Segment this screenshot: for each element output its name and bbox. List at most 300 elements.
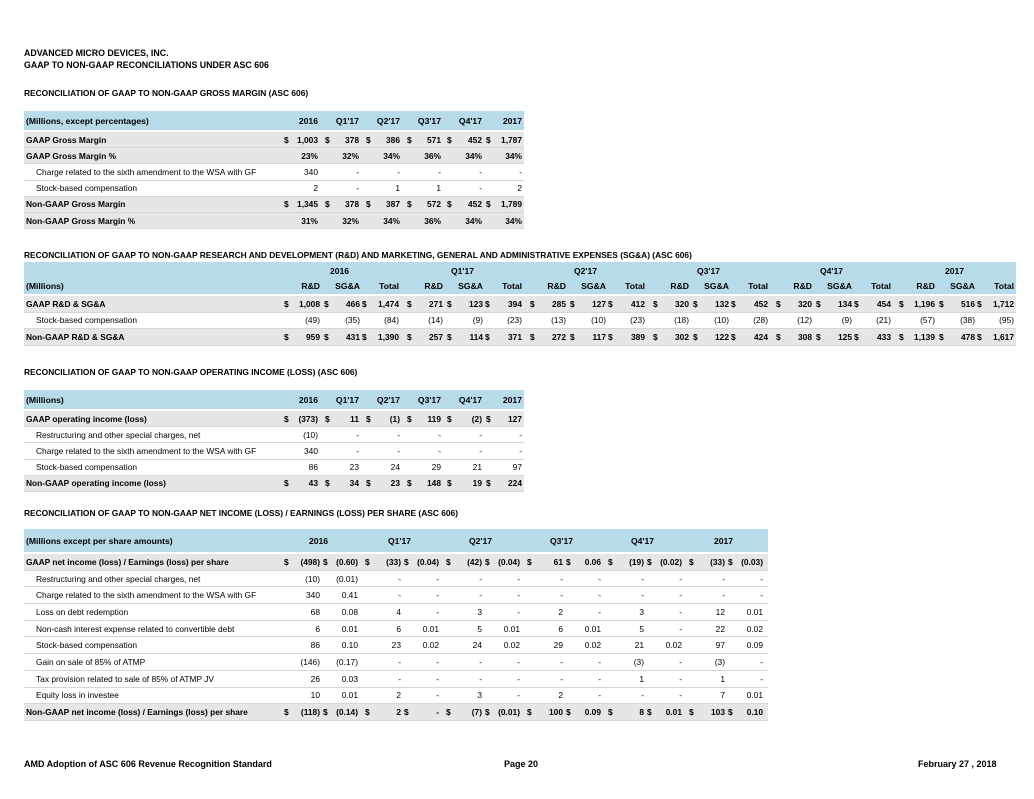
row-label: Non-GAAP net income (loss) / Earnings (loss) per share bbox=[26, 707, 248, 718]
row-label: Charge related to the sixth amendment to the WSA with GF bbox=[36, 167, 257, 177]
column-header: Q3'17 bbox=[417, 394, 441, 405]
cell-value: 431 bbox=[346, 331, 360, 342]
cell-value: 7 bbox=[720, 690, 725, 701]
currency-symbol: $ bbox=[899, 298, 904, 309]
column-header: 2016 bbox=[298, 115, 318, 126]
cell-value: 1,390 bbox=[378, 331, 399, 342]
currency-symbol: $ bbox=[323, 556, 328, 567]
cell-value: 3 bbox=[477, 606, 482, 617]
cell-value: 2 bbox=[517, 183, 522, 194]
cell-value: 34% bbox=[383, 215, 400, 226]
cell-value: - bbox=[641, 690, 644, 701]
cell-value: 452 bbox=[754, 298, 768, 309]
column-subheader: SG&A bbox=[950, 281, 975, 291]
cell-value: - bbox=[598, 690, 601, 701]
cell-value: 0.08 bbox=[341, 606, 358, 617]
currency-symbol: $ bbox=[899, 331, 904, 342]
cell-value: 2 bbox=[558, 690, 563, 701]
currency-symbol: $ bbox=[325, 199, 330, 210]
cell-value: 1,196 bbox=[914, 298, 935, 309]
column-group-header: 2016 bbox=[308, 535, 329, 546]
cell-value: 61 bbox=[553, 556, 563, 567]
column-subheader: SG&A bbox=[458, 281, 483, 291]
cell-value: - bbox=[760, 673, 763, 684]
column-group-header: Q2'17 bbox=[573, 266, 598, 276]
cell-value: 1 bbox=[639, 673, 644, 684]
cell-value: 0.01 bbox=[665, 707, 682, 718]
currency-symbol: $ bbox=[486, 478, 491, 489]
cell-value: - bbox=[397, 429, 400, 440]
cell-value: 6 bbox=[558, 623, 563, 634]
currency-symbol: $ bbox=[447, 199, 452, 210]
column-subheader: Total bbox=[994, 281, 1014, 291]
cell-value: - bbox=[356, 429, 359, 440]
cell-value: 97 bbox=[715, 640, 725, 651]
row-label: Non-GAAP Gross Margin % bbox=[26, 215, 136, 226]
cell-value: (28) bbox=[753, 315, 768, 326]
currency-symbol: $ bbox=[939, 298, 944, 309]
cell-value: 127 bbox=[592, 298, 606, 309]
cell-value: - bbox=[436, 673, 439, 684]
cell-value: (12) bbox=[797, 315, 812, 326]
cell-value: 8 bbox=[639, 707, 644, 718]
cell-value: - bbox=[397, 167, 400, 177]
cell-value: (373) bbox=[298, 413, 318, 424]
cell-value: - bbox=[560, 657, 563, 668]
cell-value: - bbox=[436, 573, 439, 584]
cell-value: 466 bbox=[346, 298, 360, 309]
cell-value: - bbox=[436, 707, 439, 718]
cell-value: 1,139 bbox=[914, 331, 935, 342]
cell-value: - bbox=[519, 429, 522, 440]
cell-value: - bbox=[438, 446, 441, 456]
cell-value: (3) bbox=[714, 657, 725, 668]
currency-symbol: $ bbox=[527, 556, 532, 567]
cell-value: 6 bbox=[396, 623, 401, 634]
cell-value: 134 bbox=[838, 298, 852, 309]
footer-date: February 27 , 2018 bbox=[918, 759, 997, 769]
cell-value: (49) bbox=[305, 315, 320, 326]
cell-value: 26 bbox=[310, 673, 320, 684]
currency-symbol: $ bbox=[731, 331, 736, 342]
currency-symbol: $ bbox=[608, 331, 613, 342]
cell-value: - bbox=[722, 573, 725, 584]
currency-symbol: $ bbox=[570, 331, 575, 342]
cell-value: 320 bbox=[675, 298, 689, 309]
cell-value: 454 bbox=[877, 298, 891, 309]
cell-value: 320 bbox=[798, 298, 812, 309]
cell-value: 97 bbox=[512, 462, 522, 473]
currency-symbol: $ bbox=[647, 556, 652, 567]
row-label: Restructuring and other special charges, net bbox=[36, 573, 201, 584]
table-label-header: (Millions) bbox=[26, 394, 64, 405]
cell-value: - bbox=[641, 573, 644, 584]
currency-symbol: $ bbox=[284, 199, 289, 210]
column-group-header: Q4'17 bbox=[630, 535, 655, 546]
cell-value: 0.41 bbox=[341, 590, 358, 601]
currency-symbol: $ bbox=[366, 478, 371, 489]
currency-symbol: $ bbox=[608, 298, 613, 309]
cell-value: - bbox=[436, 690, 439, 701]
cell-value: 34% bbox=[465, 215, 482, 226]
row-label: Gain on sale of 85% of ATMP bbox=[36, 657, 146, 668]
cell-value: - bbox=[438, 429, 441, 440]
column-subheader: SG&A bbox=[335, 281, 360, 291]
column-subheader: Total bbox=[625, 281, 645, 291]
cell-value: (33) bbox=[710, 556, 725, 567]
currency-symbol: $ bbox=[566, 707, 571, 718]
cell-value: 19 bbox=[472, 478, 482, 489]
currency-symbol: $ bbox=[728, 556, 733, 567]
currency-symbol: $ bbox=[407, 134, 412, 145]
column-group-header: Q4'17 bbox=[819, 266, 844, 276]
cell-value: 123 bbox=[469, 298, 483, 309]
cell-value: - bbox=[641, 590, 644, 601]
currency-symbol: $ bbox=[608, 707, 613, 718]
cell-value: (0.04) bbox=[498, 556, 520, 567]
currency-symbol: $ bbox=[325, 478, 330, 489]
cell-value: - bbox=[598, 573, 601, 584]
currency-symbol: $ bbox=[854, 331, 859, 342]
cell-value: - bbox=[517, 673, 520, 684]
cell-value: - bbox=[479, 167, 482, 177]
row-label: Stock-based compensation bbox=[36, 183, 138, 194]
currency-symbol: $ bbox=[365, 707, 370, 718]
row-label: Charge related to the sixth amendment to the WSA with GF bbox=[36, 446, 257, 456]
cell-value: 1 bbox=[720, 673, 725, 684]
cell-value: (14) bbox=[428, 315, 443, 326]
cell-value: 23 bbox=[390, 478, 400, 489]
cell-value: - bbox=[560, 673, 563, 684]
cell-value: (1) bbox=[389, 413, 400, 424]
rd-sga-title: RECONCILIATION OF GAAP TO NON-GAAP RESEARCH AND DEVELOPMENT (R&D) AND MARKETING, GENERAL AND ADMINISTRATIVE EXPENSES (SG&A) (ASC 606) bbox=[24, 250, 692, 260]
currency-symbol: $ bbox=[407, 199, 412, 210]
currency-symbol: $ bbox=[447, 413, 452, 424]
currency-symbol: $ bbox=[689, 556, 694, 567]
cell-value: 29 bbox=[431, 462, 441, 473]
cell-value: - bbox=[436, 657, 439, 668]
cell-value: 1,003 bbox=[297, 134, 318, 145]
currency-symbol: $ bbox=[407, 413, 412, 424]
cell-value: 224 bbox=[508, 478, 522, 489]
currency-symbol: $ bbox=[731, 298, 736, 309]
currency-symbol: $ bbox=[446, 556, 451, 567]
cell-value: 36% bbox=[424, 215, 441, 226]
row-label: Charge related to the sixth amendment to the WSA with GF bbox=[36, 590, 257, 601]
cell-value: - bbox=[397, 446, 400, 456]
cell-value: 0.02 bbox=[584, 640, 601, 651]
column-subheader: R&D bbox=[424, 281, 443, 291]
currency-symbol: $ bbox=[284, 707, 289, 718]
currency-symbol: $ bbox=[776, 331, 781, 342]
column-group-header: 2017 bbox=[944, 266, 965, 276]
cell-value: 11 bbox=[350, 413, 359, 424]
cell-value: (18) bbox=[674, 315, 689, 326]
document-subtitle: GAAP TO NON-GAAP RECONCILIATIONS UNDER ASC 606 bbox=[24, 60, 269, 70]
row-label: Non-GAAP Gross Margin bbox=[26, 199, 126, 210]
cell-value: 0.02 bbox=[665, 640, 682, 651]
cell-value: (95) bbox=[999, 315, 1014, 326]
cell-value: - bbox=[560, 590, 563, 601]
cell-value: - bbox=[479, 673, 482, 684]
cell-value: (23) bbox=[507, 315, 522, 326]
currency-symbol: $ bbox=[324, 331, 329, 342]
cell-value: 10 bbox=[310, 690, 320, 701]
currency-symbol: $ bbox=[404, 707, 409, 718]
cell-value: 43 bbox=[308, 478, 318, 489]
cell-value: (0.04) bbox=[417, 556, 439, 567]
currency-symbol: $ bbox=[284, 331, 289, 342]
cell-value: 371 bbox=[508, 331, 522, 342]
cell-value: - bbox=[398, 590, 401, 601]
cell-value: 132 bbox=[715, 298, 729, 309]
column-header: Q1'17 bbox=[335, 115, 359, 126]
currency-symbol: $ bbox=[653, 298, 658, 309]
cell-value: - bbox=[479, 429, 482, 440]
currency-symbol: $ bbox=[486, 413, 491, 424]
row-label: GAAP operating income (loss) bbox=[26, 413, 147, 424]
column-header: Q1'17 bbox=[335, 394, 359, 405]
cell-value: 0.01 bbox=[341, 690, 358, 701]
cell-value: 103 bbox=[711, 707, 725, 718]
column-subheader: R&D bbox=[301, 281, 320, 291]
company-name: ADVANCED MICRO DEVICES, INC. bbox=[24, 48, 169, 58]
currency-symbol: $ bbox=[447, 298, 452, 309]
cell-value: 34 bbox=[349, 478, 359, 489]
currency-symbol: $ bbox=[647, 707, 652, 718]
cell-value: (38) bbox=[960, 315, 975, 326]
cell-value: - bbox=[679, 623, 682, 634]
column-group-header: 2017 bbox=[713, 535, 734, 546]
cell-value: - bbox=[560, 573, 563, 584]
cell-value: - bbox=[356, 446, 359, 456]
currency-symbol: $ bbox=[608, 556, 613, 567]
currency-symbol: $ bbox=[527, 707, 532, 718]
column-subheader: Total bbox=[871, 281, 891, 291]
column-subheader: SG&A bbox=[581, 281, 606, 291]
currency-symbol: $ bbox=[486, 134, 491, 145]
cell-value: 32% bbox=[342, 150, 359, 161]
column-group-header: Q1'17 bbox=[450, 266, 475, 276]
column-group-header: Q2'17 bbox=[468, 535, 493, 546]
row-label: Loss on debt redemption bbox=[36, 606, 129, 617]
currency-symbol: $ bbox=[366, 413, 371, 424]
column-subheader: R&D bbox=[793, 281, 812, 291]
currency-symbol: $ bbox=[284, 556, 289, 567]
cell-value: (0.60) bbox=[336, 556, 358, 567]
column-header: Q2'17 bbox=[376, 115, 400, 126]
cell-value: 378 bbox=[345, 199, 359, 210]
cell-value: 29 bbox=[553, 640, 563, 651]
cell-value: - bbox=[356, 183, 359, 194]
cell-value: 36% bbox=[424, 150, 441, 161]
cell-value: 389 bbox=[631, 331, 645, 342]
cell-value: - bbox=[479, 573, 482, 584]
currency-symbol: $ bbox=[570, 298, 575, 309]
cell-value: 1,712 bbox=[993, 298, 1014, 309]
cell-value: - bbox=[722, 590, 725, 601]
cell-value: 340 bbox=[304, 167, 318, 177]
cell-value: (33) bbox=[386, 556, 401, 567]
currency-symbol: $ bbox=[362, 331, 367, 342]
cell-value: - bbox=[436, 590, 439, 601]
currency-symbol: $ bbox=[816, 298, 821, 309]
currency-symbol: $ bbox=[530, 331, 535, 342]
currency-symbol: $ bbox=[693, 298, 698, 309]
currency-symbol: $ bbox=[323, 707, 328, 718]
cell-value: 23% bbox=[301, 150, 318, 161]
cell-value: 387 bbox=[386, 199, 400, 210]
cell-value: 1,474 bbox=[378, 298, 399, 309]
cell-value: 1,008 bbox=[299, 298, 320, 309]
cell-value: 0.01 bbox=[341, 623, 358, 634]
cell-value: 114 bbox=[469, 331, 483, 342]
cell-value: 0.01 bbox=[422, 623, 439, 634]
cell-value: (118) bbox=[300, 707, 320, 718]
row-label: Tax provision related to sale of 85% of ATMP JV bbox=[36, 673, 214, 684]
cell-value: 117 bbox=[592, 331, 606, 342]
cell-value: - bbox=[517, 657, 520, 668]
currency-symbol: $ bbox=[365, 556, 370, 567]
cell-value: (9) bbox=[841, 315, 852, 326]
currency-symbol: $ bbox=[566, 556, 571, 567]
cell-value: 31% bbox=[301, 215, 318, 226]
column-header: Q4'17 bbox=[458, 115, 482, 126]
column-group-header: Q3'17 bbox=[549, 535, 574, 546]
cell-value: 1,345 bbox=[297, 199, 318, 210]
cell-value: 68 bbox=[310, 606, 320, 617]
table-label-header: (Millions, except percentages) bbox=[26, 115, 149, 126]
cell-value: - bbox=[398, 573, 401, 584]
cell-value: 23 bbox=[349, 462, 359, 473]
cell-value: (10) bbox=[305, 573, 320, 584]
cell-value: 257 bbox=[429, 331, 443, 342]
currency-symbol: $ bbox=[854, 298, 859, 309]
cell-value: 2 bbox=[396, 690, 401, 701]
cell-value: 0.09 bbox=[584, 707, 601, 718]
cell-value: (42) bbox=[467, 556, 482, 567]
column-header: Q2'17 bbox=[376, 394, 400, 405]
cell-value: 424 bbox=[754, 331, 768, 342]
currency-symbol: $ bbox=[530, 298, 535, 309]
cell-value: (13) bbox=[551, 315, 566, 326]
footer-page-number: Page 20 bbox=[504, 759, 539, 769]
cell-value: 24 bbox=[390, 462, 400, 473]
cell-value: 0.10 bbox=[341, 640, 358, 651]
cell-value: - bbox=[517, 690, 520, 701]
cell-value: 0.01 bbox=[746, 606, 763, 617]
row-label: GAAP R&D & SG&A bbox=[26, 298, 106, 309]
currency-symbol: $ bbox=[693, 331, 698, 342]
currency-symbol: $ bbox=[977, 331, 982, 342]
cell-value: - bbox=[598, 606, 601, 617]
cell-value: - bbox=[760, 590, 763, 601]
row-label: Stock-based compensation bbox=[36, 315, 138, 326]
cell-value: - bbox=[398, 657, 401, 668]
cell-value: - bbox=[679, 657, 682, 668]
cell-value: 3 bbox=[639, 606, 644, 617]
cell-value: 21 bbox=[634, 640, 644, 651]
cell-value: - bbox=[760, 573, 763, 584]
cell-value: 86 bbox=[308, 462, 318, 473]
cell-value: 0.10 bbox=[746, 707, 763, 718]
operating-income-title: RECONCILIATION OF GAAP TO NON-GAAP OPERATING INCOME (LOSS) (ASC 606) bbox=[24, 367, 358, 377]
column-subheader: Total bbox=[502, 281, 522, 291]
cell-value: - bbox=[517, 573, 520, 584]
column-subheader: R&D bbox=[670, 281, 689, 291]
cell-value: 34% bbox=[505, 150, 522, 161]
cell-value: (0.03) bbox=[741, 556, 763, 567]
cell-value: 2 bbox=[558, 606, 563, 617]
cell-value: 22 bbox=[715, 623, 725, 634]
cell-value: - bbox=[679, 606, 682, 617]
cell-value: - bbox=[760, 657, 763, 668]
cell-value: 34% bbox=[383, 150, 400, 161]
cell-value: 340 bbox=[306, 590, 320, 601]
currency-symbol: $ bbox=[689, 707, 694, 718]
cell-value: - bbox=[479, 446, 482, 456]
cell-value: 5 bbox=[639, 623, 644, 634]
cell-value: 378 bbox=[345, 134, 359, 145]
cell-value: 0.02 bbox=[422, 640, 439, 651]
cell-value: 285 bbox=[552, 298, 566, 309]
column-subheader: R&D bbox=[547, 281, 566, 291]
cell-value: 272 bbox=[552, 331, 566, 342]
cell-value: 1,787 bbox=[501, 134, 522, 145]
cell-value: 452 bbox=[468, 134, 482, 145]
column-header: 2016 bbox=[298, 394, 318, 405]
cell-value: (3) bbox=[633, 657, 644, 668]
column-group-header: Q3'17 bbox=[696, 266, 721, 276]
cell-value: - bbox=[679, 690, 682, 701]
cell-value: 340 bbox=[304, 446, 318, 456]
cell-value: (2) bbox=[471, 413, 482, 424]
row-label: Equity loss in investee bbox=[36, 690, 119, 701]
cell-value: - bbox=[679, 673, 682, 684]
cell-value: - bbox=[679, 590, 682, 601]
cell-value: 119 bbox=[427, 413, 441, 424]
cell-value: 3 bbox=[477, 690, 482, 701]
cell-value: 32% bbox=[342, 215, 359, 226]
currency-symbol: $ bbox=[653, 331, 658, 342]
currency-symbol: $ bbox=[776, 298, 781, 309]
cell-value: 478 bbox=[961, 331, 975, 342]
cell-value: - bbox=[398, 673, 401, 684]
cell-value: 86 bbox=[310, 640, 320, 651]
cell-value: 452 bbox=[468, 199, 482, 210]
cell-value: - bbox=[517, 606, 520, 617]
cell-value: - bbox=[479, 590, 482, 601]
currency-symbol: $ bbox=[816, 331, 821, 342]
cell-value: 271 bbox=[429, 298, 443, 309]
currency-symbol: $ bbox=[366, 199, 371, 210]
cell-value: 125 bbox=[838, 331, 852, 342]
cell-value: 0.03 bbox=[341, 673, 358, 684]
row-label: Non-GAAP R&D & SG&A bbox=[26, 331, 125, 342]
currency-symbol: $ bbox=[284, 134, 289, 145]
cell-value: 0.01 bbox=[584, 623, 601, 634]
cell-value: (0.02) bbox=[660, 556, 682, 567]
cell-value: 308 bbox=[798, 331, 812, 342]
currency-symbol: $ bbox=[446, 707, 451, 718]
cell-value: - bbox=[519, 446, 522, 456]
column-header: Q4'17 bbox=[458, 394, 482, 405]
currency-symbol: $ bbox=[447, 331, 452, 342]
cell-value: 1,617 bbox=[993, 331, 1014, 342]
currency-symbol: $ bbox=[407, 478, 412, 489]
currency-symbol: $ bbox=[284, 413, 289, 424]
currency-symbol: $ bbox=[486, 199, 491, 210]
